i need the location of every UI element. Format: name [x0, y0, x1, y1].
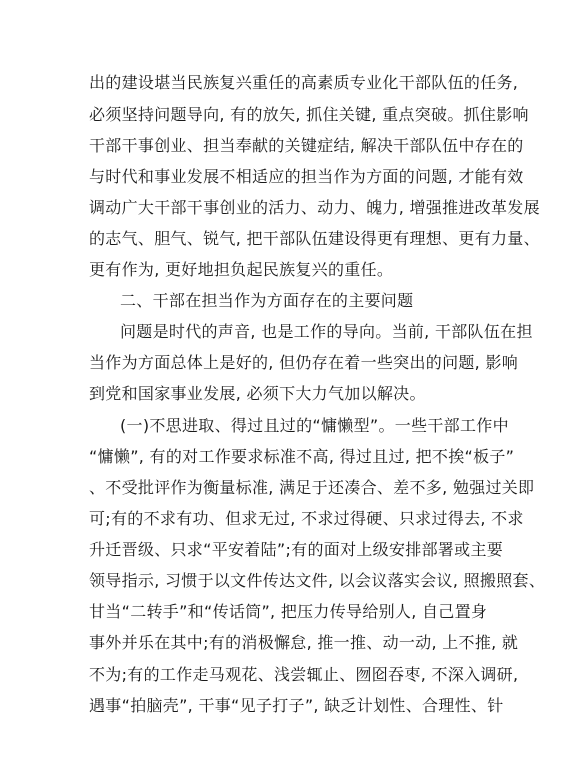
paragraph-line: 调动广大干部干事创业的活力、动力、魄力, 增强推进改革发展: [89, 198, 540, 217]
paragraph-line: 干部干事创业、担当奉献的关键症结, 解决干部队伍中存在的: [89, 136, 524, 155]
paragraph-line: 的志气、胆气、锐气, 把干部队伍建设得更有理想、更有力量、: [89, 229, 540, 248]
paragraph-line: (一)不思进取、得过且过的“慵懒型”。一些干部工作中: [120, 416, 509, 435]
paragraph-line: 事外并乐在其中;有的消极懈怠, 推一推、动一动, 上不推, 就: [89, 633, 519, 652]
section-heading: 二、干部在担当作为方面存在的主要问题: [120, 291, 414, 310]
paragraph-line: “慵懒”, 有的对工作要求标准不高, 得过且过, 把不挨“板子”: [89, 447, 515, 466]
paragraph-line: 与时代和事业发展不相适应的担当作为方面的问题, 才能有效: [89, 167, 524, 186]
paragraph-line: 必须坚持问题导向, 有的放矢, 抓住关键, 重点突破。抓住影响: [89, 105, 529, 124]
paragraph-line: 升迁晋级、只求“平安着陆”;有的面对上级安排部署或主要: [89, 540, 504, 559]
paragraph-line: 不为;有的工作走马观花、浅尝辄止、囫囵吞枣, 不深入调研,: [89, 665, 519, 684]
paragraph-line: 可;有的不求有功、但求无过, 不求过得硬、只求过得去, 不求: [89, 509, 524, 528]
paragraph-line: 甘当“二转手”和“传话筒”, 把压力传导给别人, 自己置身: [89, 602, 488, 621]
paragraph-line: 领导指示, 习惯于以文件传达文件, 以会议落实会议, 照搬照套、: [89, 571, 546, 590]
paragraph-line: 、不受批评作为衡量标准, 满足于还凑合、差不多, 勉强过关即: [89, 478, 535, 497]
paragraph-line: 遇事“拍脑壳”, 干事“见子打子”, 缺乏计划性、合理性、针: [89, 696, 504, 715]
paragraph-line: 出的建设堪当民族复兴重任的高素质专业化干部队伍的任务,: [89, 73, 519, 92]
paragraph-line: 更有作为, 更好地担负起民族复兴的重任。: [89, 260, 394, 279]
paragraph-line: 到党和国家事业发展, 必须下大力气加以解决。: [89, 384, 426, 403]
paragraph-line: 问题是时代的声音, 也是工作的导向。当前, 干部队伍在担: [120, 322, 533, 341]
paragraph-line: 当作为方面总体上是好的, 但仍存在着一些突出的问题, 影响: [89, 353, 519, 372]
